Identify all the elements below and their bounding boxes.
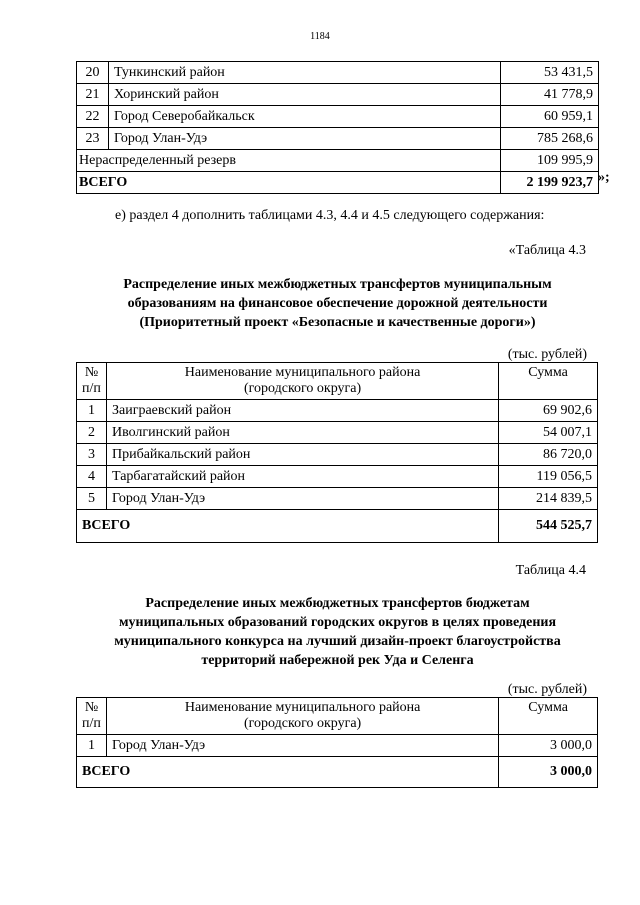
amendment-paragraph: е) раздел 4 дополнить таблицами 4.3, 4.4 и 4.5 следующего содержания: bbox=[115, 208, 545, 223]
table-row: 1 Город Улан-Удэ 3 000,0 bbox=[77, 735, 598, 757]
reserve-row: Нераспределенный резерв 109 995,9 bbox=[77, 150, 599, 172]
table-row: 5 Город Улан-Удэ 214 839,5 bbox=[77, 488, 598, 510]
total-row: ВСЕГО 544 525,7 bbox=[77, 510, 598, 543]
table-header: № п/п Наименование муниципального района (городского округа) Сумма bbox=[77, 698, 598, 735]
table-4-3-ref: «Таблица 4.3 bbox=[508, 243, 586, 258]
table-4-4 bbox=[76, 697, 598, 788]
table-4-4-title: Распределение иных межбюджетных трансфертов бюджетам муниципальных образований городских округов в целях проведения муниципального конкурса на лучший дизайн-проект благоустройства территорий набережной рек Уда и Селенга bbox=[114, 596, 561, 668]
table-row: 23 Город Улан-Удэ 785 268,6 bbox=[77, 128, 599, 150]
table-row: 1 Заиграевский район 69 902,6 bbox=[77, 400, 598, 422]
table-row: 20 Тункинский район 53 431,5 bbox=[77, 62, 599, 84]
table-row: 3 Прибайкальский район 86 720,0 bbox=[77, 444, 598, 466]
table-4-3-units: (тыс. рублей) bbox=[507, 347, 587, 362]
page-number: 1184 bbox=[310, 31, 330, 42]
table-row: 2 Иволгинский район 54 007,1 bbox=[77, 422, 598, 444]
total-row: ВСЕГО 2 199 923,7 bbox=[77, 172, 599, 194]
quote-close: »; bbox=[598, 170, 610, 185]
table-4-4-ref: Таблица 4.4 bbox=[515, 563, 586, 578]
table-4-4-units: (тыс. рублей) bbox=[507, 682, 587, 697]
table-header: № п/п Наименование муниципального района (городского округа) Сумма bbox=[77, 363, 598, 400]
total-row: ВСЕГО 3 000,0 bbox=[77, 757, 598, 788]
table-row: 4 Тарбагатайский район 119 056,5 bbox=[77, 466, 598, 488]
table-row: 21 Хоринский район 41 778,9 bbox=[77, 84, 599, 106]
table-continuation bbox=[76, 61, 599, 194]
table-row: 22 Город Северобайкальск 60 959,1 bbox=[77, 106, 599, 128]
table-4-3 bbox=[76, 362, 598, 543]
table-4-3-title: Распределение иных межбюджетных трансфертов муниципальным образованиям на финансовое обеспечение дорожной деятельности (Приоритетный проект «Безопасные и качественные дороги») bbox=[123, 277, 552, 330]
